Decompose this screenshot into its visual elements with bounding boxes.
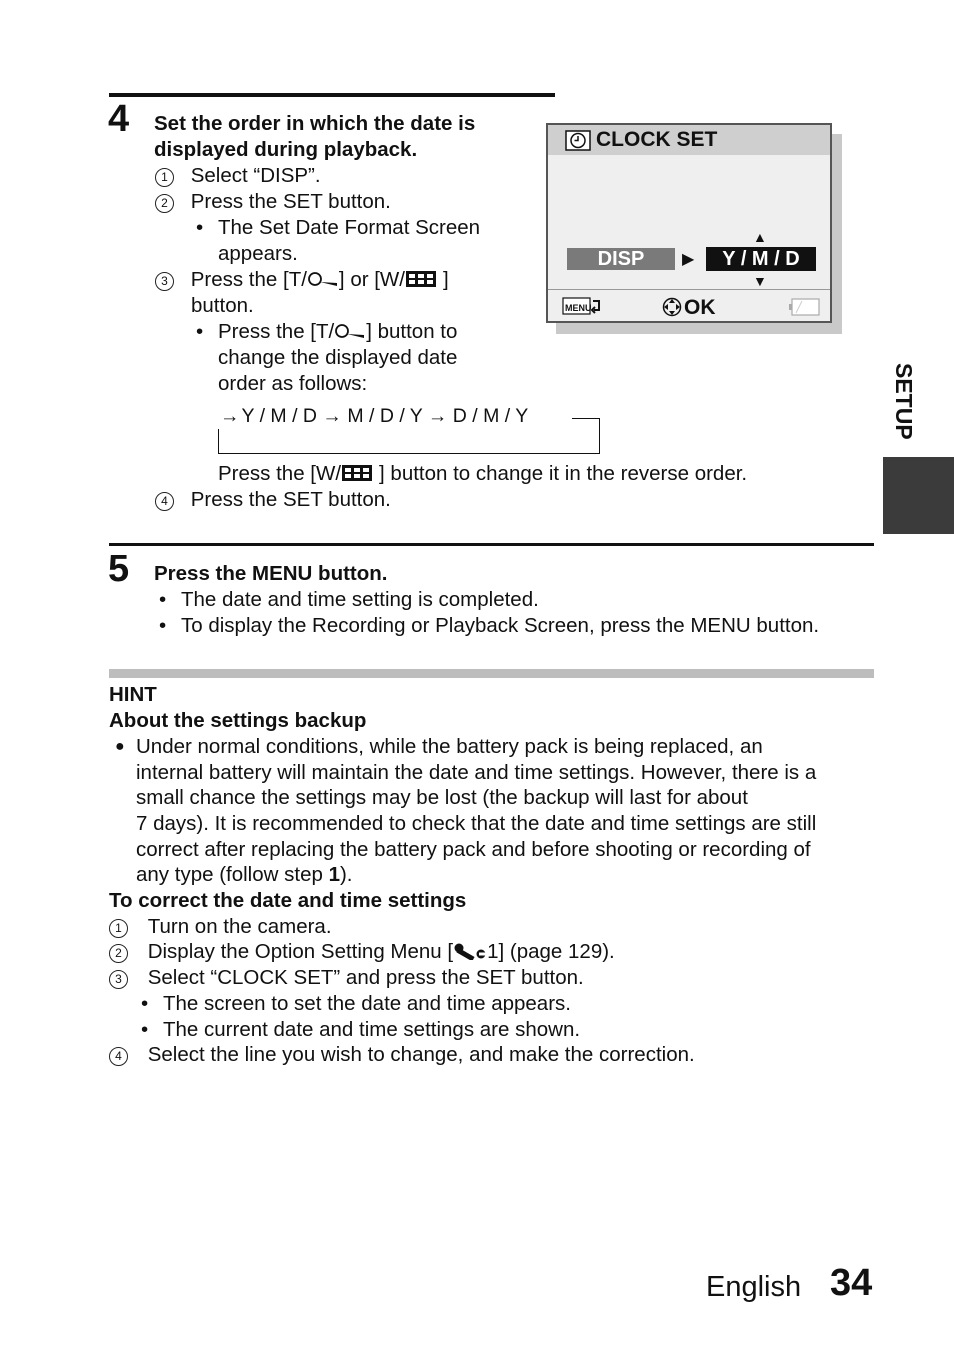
bullet-text: To display the Recording or Playback Screen, press the MENU button. [181,614,820,637]
page-number: 34 [830,1262,873,1304]
screen-divider [548,289,830,290]
bullet-text: The Set Date Format Screen [218,216,481,239]
bullet-text-a: Press the [T/ [218,320,335,343]
bullet-dot: • [159,614,167,637]
step4-item2-bullet-line2: appears. [218,242,298,265]
telephoto-icon [334,324,366,340]
correct-item2-text-a: Display the Option Setting Menu [ [147,940,454,963]
side-tab-text: SETUP [891,363,917,440]
sequence-loop [218,403,534,429]
step4-top-rule [109,93,555,97]
hint-body-line6 [136,862,353,888]
correct-item3 [109,965,584,991]
correct-item4-text: Select the line you wish to change, and make the correction. [147,1043,695,1066]
menu-back-icon [562,296,602,316]
sequence-arrow: → [220,405,240,427]
bullet-text-b: ] button to [366,320,458,343]
sequence-text: Y / M / D → M / D / Y → D / M / Y [241,405,529,427]
wide-grid-icon [341,464,373,482]
bullet-dot: • [141,1018,149,1041]
up-arrow-icon: ▲ [753,229,767,245]
down-arrow-icon: ▼ [753,273,767,289]
correct-item2 [109,939,615,965]
step4-item2-bullet [196,215,480,241]
correct-heading: To correct the date and time settings [109,889,467,912]
bullet-dot: • [159,588,167,611]
right-arrow-icon: ▶ [682,251,695,268]
wide-grid-icon [405,270,437,288]
svg-text:MENU: MENU [565,303,592,313]
bullet-dot: • [141,992,149,1015]
step4-item1-text: Select “DISP”. [190,164,321,187]
step4-item3-bullet-line2: change the displayed date [218,346,458,369]
hint-heading: About the settings backup [109,709,367,732]
circled-number: 3 [155,272,174,291]
bullet-text: The date and time setting is completed. [181,588,539,611]
correct-item3-bullet2 [141,1017,580,1043]
item3-text-a: Press the [T/ [190,268,307,291]
step5-number: 5 [108,548,130,590]
hint-line6-b: ). [339,863,353,886]
step4-item4-text: Press the SET button. [190,488,391,511]
screen-title: CLOCK SET [596,128,718,151]
joystick-icon [662,297,682,317]
step4-title-line2: displayed during playback. [154,138,418,161]
sequence-loop-line [572,418,600,419]
footer-language: English [706,1271,802,1303]
side-tab-block [883,457,954,534]
reverse-text-b: ] button to change it in the reverse order. [379,462,748,485]
circled-number: 1 [155,168,174,187]
hint-bar [109,669,874,678]
circled-number: 4 [155,492,174,511]
battery-icon [788,298,820,316]
correct-item3-bullet1 [141,991,571,1017]
hint-body-line3: small chance the settings may be lost (the backup will last for about [136,786,748,809]
telephoto-icon [307,272,339,288]
hint-line6-step: 1 [328,863,340,886]
circled-number: 4 [109,1047,128,1066]
circled-number: 1 [109,919,128,938]
correct-item4 [109,1042,695,1068]
step5-title: Press the MENU button. [154,562,388,585]
step4-item3 [155,267,449,293]
wrench-icon [453,942,487,960]
bullet-dot: • [196,216,204,239]
item3-text-c: ] [442,268,449,291]
correct-item1-text: Turn on the camera. [147,915,332,938]
correct-item2-text-b: 1] (page 129). [487,940,615,963]
reverse-order-note [218,461,747,487]
bullet-text: The screen to set the date and time appears. [163,992,571,1015]
step4-item1 [155,163,321,189]
item3-text-b: ] or [W/ [338,268,405,291]
ok-label: OK [684,296,716,319]
hint-line6-a: any type (follow step [136,863,329,886]
date-format-value: Y / M / D [706,247,816,271]
hint-label: HINT [109,683,157,706]
step4-title-line1: Set the order in which the date is [154,112,476,135]
step4-item3-bullet-line3: order as follows: [218,372,368,395]
step5-bullet2 [159,613,819,639]
step5-top-rule [109,543,874,546]
side-tab-label [880,363,932,453]
step4-item3-bullet [196,319,457,345]
disp-label: DISP [567,248,675,270]
reverse-text-a: Press the [W/ [218,462,342,485]
correct-item1 [109,914,332,940]
bullet-text: The current date and time settings are shown. [163,1018,581,1041]
bullet-dot: • [196,320,204,343]
hint-body-line5: correct after replacing the battery pack and before shooting or recording of [136,838,811,861]
step5-bullet1 [159,587,539,613]
clock-set-screen [546,123,832,323]
hint-body-line1: Under normal conditions, while the battery pack is being replaced, an [136,735,763,758]
clock-icon [565,130,591,151]
hint-bullet-symbol: ● [115,738,125,755]
hint-body-line4: 7 days). It is recommended to check that the date and time settings are still [136,812,817,835]
step4-item3-line2: button. [191,294,254,317]
step4-number: 4 [108,98,130,140]
circled-number: 2 [155,194,174,213]
step4-item2 [155,189,391,215]
screen-title-bar [548,125,830,155]
circled-number: 2 [109,944,128,963]
step4-item2-text: Press the SET button. [190,190,391,213]
correct-item3-text: Select “CLOCK SET” and press the SET button. [147,966,584,989]
hint-body-line2: internal battery will maintain the date and time settings. However, there is a [136,761,817,784]
circled-number: 3 [109,970,128,989]
step4-item4 [155,487,391,513]
